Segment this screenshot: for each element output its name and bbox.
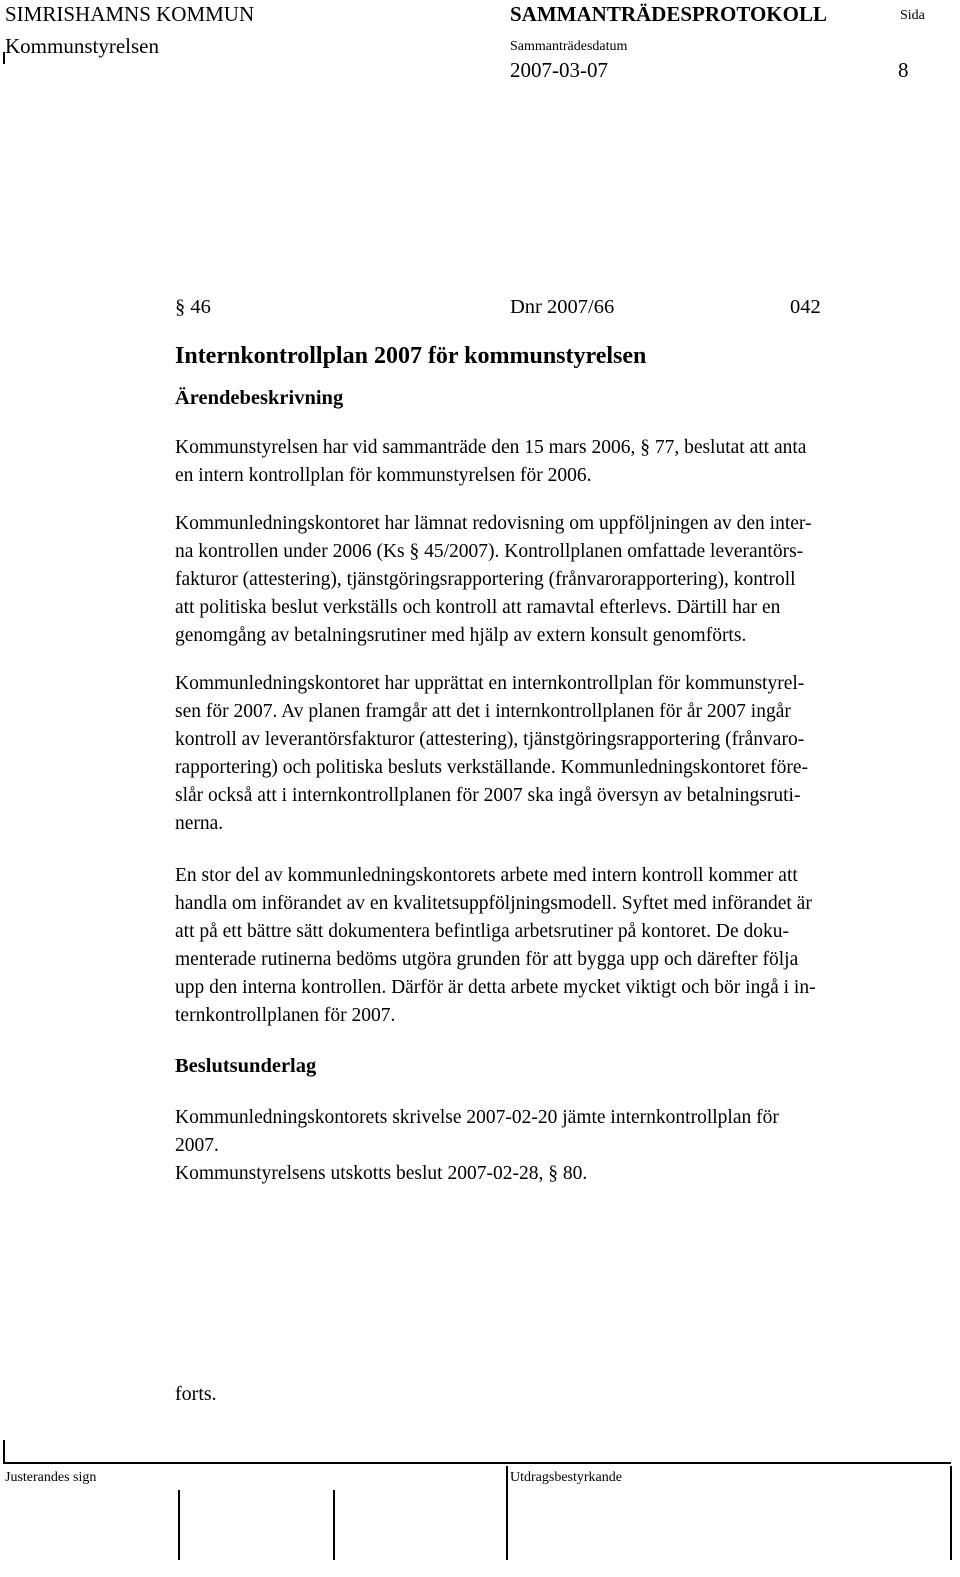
description-paragraph-3 (175, 670, 955, 838)
signature-box-divider (333, 1490, 335, 1560)
meeting-date: 2007-03-07 (510, 58, 608, 82)
header-corner-mark (3, 52, 5, 64)
text-line: slår också att i internkontrollplanen för 2007 ska ingå översyn av betalningsruti- (175, 785, 801, 806)
description-heading: Ärendebeskrivning (175, 387, 344, 409)
text-line: ternkontrollplanen för 2007. (175, 1005, 396, 1026)
protocol-title: SAMMANTRÄDESPROTOKOLL (510, 2, 827, 26)
text-line: upp den interna kontrollen. Därför är detta arbete mycket viktigt och bör ingå i in- (175, 977, 816, 998)
text-line: nerna. (175, 813, 224, 834)
text-line: Kommunledningskontoret har lämnat redovisning om uppföljningen av den inter- (175, 513, 812, 534)
text-line: genomgång av betalningsrutiner med hjälp av extern konsult genomförts. (175, 625, 747, 646)
text-line: Kommunledningskontoret har upprättat en internkontrollplan för kommunstyrel- (175, 673, 805, 694)
signature-box-divider (950, 1466, 952, 1560)
text-line: sen för 2007. Av planen framgår att det i internkontrollplanen för år 2007 ingår (175, 701, 791, 722)
text-line: kontroll av leverantörsfakturor (attestering), tjänstgöringsrapportering (frånvaro- (175, 729, 805, 750)
section-title: Internkontrollplan 2007 för kommunstyrelsen (175, 343, 647, 369)
text-line: na kontrollen under 2006 (Ks § 45/2007). Kontrollplanen omfattade leverantörs- (175, 541, 804, 562)
footer-corner-mark (3, 1440, 5, 1464)
basis-heading: Beslutsunderlag (175, 1055, 317, 1077)
text-line: Kommunstyrelsens utskotts beslut 2007-02-28, § 80. (175, 1163, 588, 1184)
text-line: handla om införandet av en kvalitetsuppföljningsmodell. Syftet med införandet är (175, 893, 812, 914)
diarienummer: Dnr 2007/66 (510, 296, 615, 318)
protocol-section (175, 290, 955, 1188)
text-line: Kommunledningskontorets skrivelse 2007-02-20 jämte internkontrollplan för (175, 1107, 779, 1128)
description-paragraph-1 (175, 434, 955, 490)
text-line: rapportering) och politiska besluts verkställande. Kommunledningskontoret före- (175, 757, 809, 778)
adjuster-sign-label: Justerandes sign (5, 1470, 97, 1485)
extract-certified-label: Utdragsbestyrkande (510, 1470, 622, 1485)
text-line: en intern kontrollplan för kommunstyrelsen för 2006. (175, 465, 592, 486)
description-paragraph-4 (175, 862, 955, 1030)
page-label: Sida (900, 8, 925, 23)
text-line: menterade rutinerna bedöms utgöra grunden för att bygga upp och därefter följa (175, 949, 799, 970)
basis-list (175, 1104, 955, 1188)
text-line: att på ett bättre sätt dokumentera befintliga arbetsrutiner på kontoret. De doku- (175, 921, 790, 942)
continued-marker: forts. (175, 1383, 217, 1405)
text-line: 2007. (175, 1135, 219, 1156)
description-paragraph-2 (175, 510, 955, 650)
text-line: En stor del av kommunledningskontorets arbete med intern kontroll kommer att (175, 865, 798, 886)
section-header-row (175, 290, 955, 324)
footer-top-rule (3, 1462, 951, 1464)
text-line: Kommunstyrelsen har vid sammanträde den 15 mars 2006, § 77, beslutat att anta (175, 437, 807, 458)
board-name: Kommunstyrelsen (5, 34, 159, 58)
text-line: att politiska beslut verkställs och kontroll att ramavtal efterlevs. Därtill har en (175, 597, 781, 618)
page-number: 8 (898, 58, 909, 82)
date-label: Sammanträdesdatum (510, 39, 628, 54)
signature-box-divider (506, 1466, 508, 1560)
archive-code: 042 (790, 296, 821, 318)
paragraph-number: § 46 (175, 296, 211, 318)
text-line: fakturor (attestering), tjänstgöringsrapportering (frånvarorapportering), kontroll (175, 569, 796, 590)
municipality-name: SIMRISHAMNS KOMMUN (5, 2, 255, 26)
signature-box-divider (178, 1490, 180, 1560)
